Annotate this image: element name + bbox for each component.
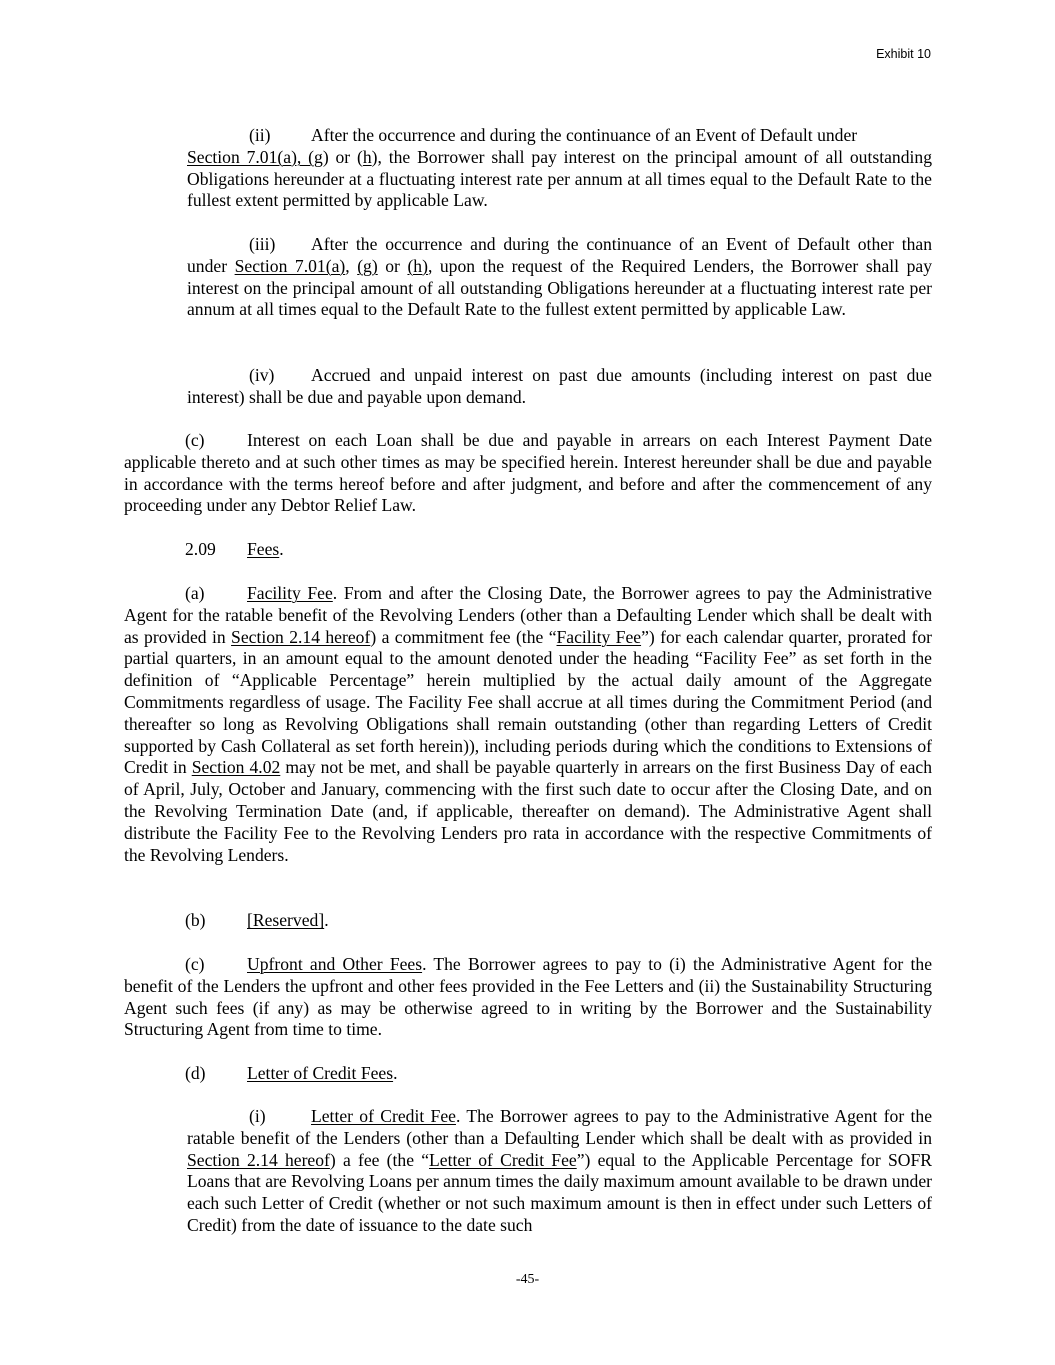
section-reference: (h) xyxy=(407,255,428,276)
section-reference: Section 2.14 hereof xyxy=(231,626,371,647)
paragraph-ii: (ii) After the occurrence and during the continuance of an Event of Default under Section 7.01(a), (g) or (h), the Borrower shall pay interest on the principal amount of all outstanding Obligations hereunder at a fluctuating interest rate per annum at all times equal to the Default Rate to the fullest extent permitted by applicable Law. xyxy=(187,125,932,211)
paragraph-number: (iv) xyxy=(249,365,275,385)
section-reference: Section 7.01(a) xyxy=(234,255,346,276)
page-number: -45- xyxy=(515,1272,540,1287)
paragraph-i-loc-fee: (i) Letter of Credit Fee. The Borrower agrees to pay to the Administrative Agent for the ratable benefit of the Lenders (other than a Defaulting Lender which shall be dealt with as provided in Section 2.14 hereof) a fee (the “Letter of Credit Fee”) equal to the Applicable Percentage for SOFR Loans that are Revolving Loans per annum times the daily maximum amount available to be drawn under each such Letter of Credit (whether or not such maximum amount is then in effect under such Letters of Credit) from the date of issuance to the date such xyxy=(187,1106,933,1235)
section-reference: Section 4.02 xyxy=(191,757,281,778)
paragraph-b-reserved: (b) [Reserved]. xyxy=(185,910,329,930)
paragraph-number: (c) xyxy=(185,430,205,450)
section-title: Fees xyxy=(247,539,280,559)
paragraph-number: (a) xyxy=(185,583,205,603)
section-number: 2.09 xyxy=(185,539,216,559)
exhibit-label: Exhibit 10 xyxy=(876,47,931,61)
paragraph-c-upfront-fees: (c) Upfront and Other Fees. The Borrower agrees to pay to (i) the Administrative Agent for the benefit of the Lenders the upfront and other fees provided in the Fee Letters and (ii) the Sustainability Structuring Agent such fees (if any) as may be otherwise agreed to in writing by the Borrower and the Sustainability Structuring Agent from time to time. xyxy=(124,954,932,1040)
paragraph-d-loc-fees: (d) Letter of Credit Fees. xyxy=(185,1063,398,1083)
paragraph-number: (c) xyxy=(185,954,205,974)
paragraph-number: (b) xyxy=(185,910,206,930)
defined-term: Letter of Credit Fee xyxy=(429,1149,577,1170)
section-reference: Section 7.01(a), (g xyxy=(187,146,323,167)
defined-term: Facility Fee xyxy=(556,626,642,647)
paragraph-number: (i) xyxy=(249,1106,266,1126)
paragraph-iv: (iv) Accrued and unpaid interest on past due amounts (including interest on past due interest) shall be due and payable upon demand. xyxy=(187,365,932,407)
paragraph-heading: Letter of Credit Fees xyxy=(247,1063,394,1083)
paragraph-heading: Letter of Credit Fee xyxy=(311,1106,456,1126)
paragraph-c-interest: (c) Interest on each Loan shall be due and payable in arrears on each Interest Payment Date applicable thereto and at such other times as may be specified herein. Interest hereunder shall be due and payable in accordance with the terms hereof before and after judgment, and before and after the commencement of any proceeding under any Debtor Relief Law. xyxy=(124,430,932,516)
paragraph-heading: Facility Fee xyxy=(247,583,333,603)
section-reference: Section 2.14 hereof xyxy=(187,1149,330,1170)
paragraph-iii: (iii) After the occurrence and during the continuance of an Event of Default other than under Section 7.01(a), (g) or (h), upon the request of the Required Lenders, the Borrower shall pay interest on the principal amount of all outstanding Obligations hereunder at a fluctuating interest rate per annum at all times equal to the Default Rate to the fullest extent permitted by applicable Law. xyxy=(187,234,932,320)
section-reference: (g) xyxy=(357,255,378,276)
section-2-09-heading: 2.09 Fees. xyxy=(185,539,284,559)
paragraph-number: (ii) xyxy=(249,125,271,145)
paragraph-a-facility-fee: (a) Facility Fee. From and after the Closing Date, the Borrower agrees to pay the Administrative Agent for the ratable benefit of the Revolving Lenders (other than a Defaulting Lender which shall be dealt with as provided in Section 2.14 hereof) a commitment fee (the “Facility Fee”) for each calendar quarter, prorated for partial quarters, in an amount equal to the amount denoted under the heading “Facility Fee” as set forth in the definition of “Applicable Percentage” herein multiplied by the actual daily amount of the Aggregate Commitments regardless of usage. The Facility Fee shall accrue at all times during the Commitment Period (and thereafter so long as Revolving Obligations shall remain outstanding (other than regarding Letters of Credit supported by Cash Collateral as set forth herein)), including periods during which the conditions to Extensions of Credit in Section 4.02 may not be met, and shall be payable quarterly in arrears on the first Business Day of each of April, July, October and January, commencing with the first such date to occur after the Closing Date, and on the Revolving Termination Date (and, if applicable, thereafter on demand). The Administrative Agent shall distribute the Facility Fee to the Revolving Lenders pro rata in accordance with the respective Commitments of the Revolving Lenders. xyxy=(124,583,933,865)
paragraph-heading: Upfront and Other Fees xyxy=(247,954,423,974)
reserved-label: [Reserved] xyxy=(247,910,325,930)
paragraph-number: (iii) xyxy=(249,234,276,254)
paragraph-number: (d) xyxy=(185,1063,206,1083)
section-reference: h xyxy=(362,146,372,167)
